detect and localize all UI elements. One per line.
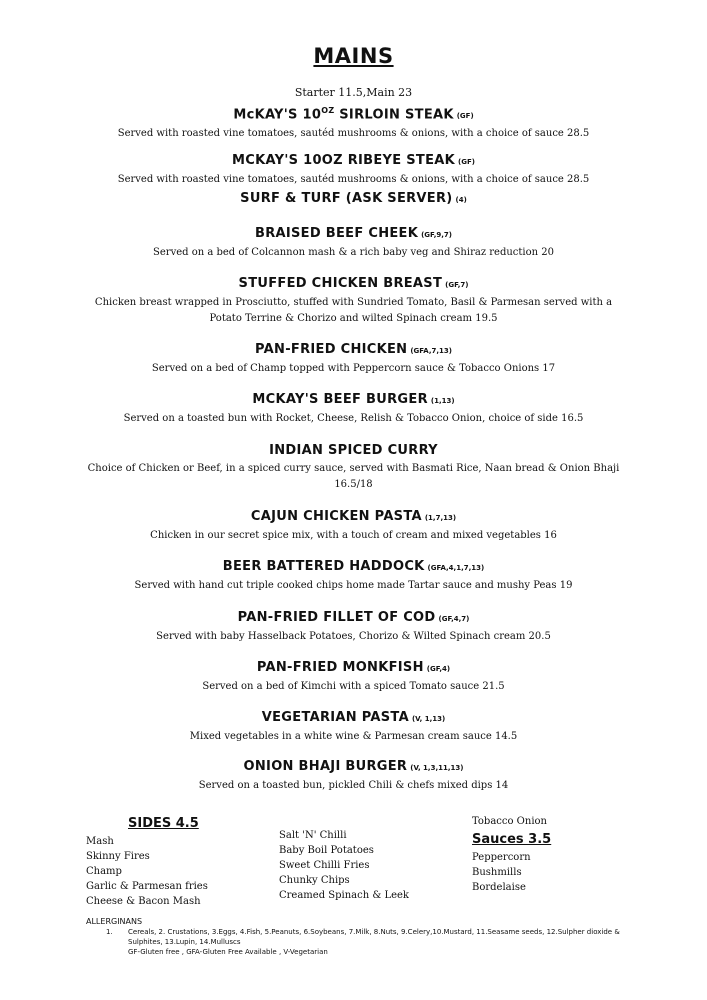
item-description: Served with baby Hasselback Potatoes, Chorizo & Wilted Spinach cream 20.5 — [156, 631, 551, 642]
menu-item-surf-and-turf — [60, 191, 647, 208]
item-description: Choice of Chicken or Beef, in a spiced curry sauce, served with Basmati Rice, Naan bread & Onion Bhaji 16.5/18 — [87, 463, 620, 490]
item-allergens: (GF,4,7) — [438, 615, 470, 623]
item-allergens: (GF) — [456, 112, 474, 121]
side-item: Champ — [86, 866, 122, 877]
side-item: Sweet Chilli Fries — [279, 860, 370, 871]
menu-item-sirloin-steak — [60, 103, 647, 142]
item-description: Served on a bed of Colcannon mash & a rich baby veg and Shiraz reduction 20 — [153, 247, 554, 258]
item-name: PAN-FRIED CHICKEN (GFA,7,13) — [255, 342, 452, 357]
sauce-item: Peppercorn — [472, 852, 531, 863]
item-name: MCKAY'S 10OZ RIBEYE STEAK (GF) — [232, 153, 475, 168]
menu-item-onion-bhaji-burger — [60, 759, 647, 794]
item-allergens: (GF) — [458, 158, 475, 166]
menu-item-beef-burger — [60, 392, 647, 427]
allergens-key: GF-Gluten free , GFA-Gluten Free Available , V-Vegetarian — [128, 948, 328, 956]
side-item: Chunky Chips — [279, 875, 350, 886]
side-item: Cheese & Bacon Mash — [86, 896, 201, 907]
sides-heading: SIDES 4.5 — [128, 816, 199, 831]
item-description: Served with roasted vine tomatoes, sautéd mushrooms & onions, with a choice of sauce 28.5 — [117, 174, 590, 185]
item-name: STUFFED CHICKEN BREAST (GF,7) — [238, 276, 469, 291]
item-allergens: (V, 1,13) — [411, 715, 446, 723]
item-allergens: (GFA,4,1,7,13) — [427, 564, 485, 572]
allergens-list-row — [86, 927, 646, 947]
item-description: Mixed vegetables in a white wine & Parmesan cream sauce 14.5 — [189, 731, 518, 742]
item-description: Served with roasted vine tomatoes, sautéd mushrooms & onions, with a choice of sauce 28.5 — [117, 128, 590, 140]
sides-column-1 — [86, 816, 208, 909]
sides-column-2 — [279, 828, 409, 903]
allergens-list-number: 1. — [106, 928, 113, 936]
item-allergens: (V, 1,3,11,13) — [410, 764, 464, 772]
item-allergens: (GF,9,7) — [421, 231, 452, 239]
menu-item-ribeye-steak — [60, 153, 647, 188]
item-name: VEGETARIAN PASTA (V, 1,13) — [261, 710, 446, 725]
menu-item-stuffed-chicken-breast — [80, 276, 627, 327]
item-description: Served on a bed of Kimchi with a spiced Tomato sauce 21.5 — [202, 681, 505, 692]
menu-item-pan-fried-chicken — [60, 342, 647, 377]
item-name: CAJUN CHICKEN PASTA (1,7,13) — [250, 509, 457, 524]
side-item: Tobacco Onion — [472, 816, 547, 827]
side-item: Baby Boil Potatoes — [279, 845, 374, 856]
item-allergens: (GF,4) — [426, 665, 451, 673]
item-name: PAN-FRIED MONKFISH (GF,4) — [256, 660, 451, 675]
item-name: SURF & TURF (ASK SERVER) (4) — [240, 191, 467, 206]
item-name: ONION BHAJI BURGER (V, 1,3,11,13) — [243, 759, 464, 774]
side-item: Creamed Spinach & Leek — [279, 890, 409, 901]
item-name: BEER BATTERED HADDOCK (GFA,4,1,7,13) — [222, 559, 485, 574]
item-description: Served on a bed of Champ topped with Peppercorn sauce & Tobacco Onions 17 — [151, 363, 556, 374]
item-description: Served with hand cut triple cooked chips home made Tartar sauce and mushy Peas 19 — [134, 580, 573, 591]
item-description: Served on a toasted bun with Rocket, Cheese, Relish & Tobacco Onion, choice of side 16.5 — [123, 413, 584, 424]
item-description: Served on a toasted bun, pickled Chili & chefs mixed dips 14 — [198, 780, 509, 791]
item-name: INDIAN SPICED CURRY — [269, 443, 438, 458]
menu-item-beer-battered-haddock — [60, 559, 647, 594]
item-description: Chicken in our secret spice mix, with a touch of cream and mixed vegetables 16 — [150, 530, 557, 541]
menu-item-monkfish — [60, 660, 647, 695]
sides-column-3 — [472, 814, 551, 895]
side-item: Mash — [86, 836, 114, 847]
item-name: MCKAY'S BEEF BURGER (1,13) — [252, 392, 455, 407]
sauces-heading: Sauces 3.5 — [472, 832, 552, 847]
item-name: BRAISED BEEF CHEEK (GF,9,7) — [255, 226, 452, 241]
menu-item-braised-beef-cheek — [60, 226, 647, 261]
page-title: MAINS — [313, 44, 394, 68]
side-item: Salt 'N' Chilli — [279, 830, 347, 841]
allergens-list: Cereals, 2. Crustations, 3.Eggs, 4.Fish, 5.Peanuts, 6.Soybeans, 7.Milk, 8.Nuts, 9.Celery,10.Mustard, 11.Seasame seeds, 12.Sulpher dioxide & Sulphites, 13.Lupin, 14.Mulluscs — [128, 928, 620, 946]
item-description: Chicken breast wrapped in Prosciutto, stuffed with Sundried Tomato, Basil & Parmesan served with a Potato Terrine & Chorizo and wilted Spinach cream 19.5 — [94, 297, 613, 324]
item-allergens: (1,13) — [430, 397, 455, 405]
menu-item-indian-spiced-curry — [85, 443, 622, 493]
sauce-item: Bushmills — [472, 867, 522, 878]
side-item: Garlic & Parmesan fries — [86, 881, 208, 892]
item-allergens: (GF,7) — [445, 281, 469, 289]
menu-item-cajun-chicken-pasta — [60, 509, 647, 544]
menu-item-fillet-of-cod — [60, 610, 647, 645]
allergens-heading: ALLERGINANS — [86, 917, 143, 926]
allergens-section — [86, 916, 646, 957]
item-allergens: (1,7,13) — [424, 514, 457, 522]
item-allergens: (4) — [455, 196, 467, 204]
menu-item-vegetarian-pasta — [60, 710, 647, 745]
side-item: Skinny Fires — [86, 851, 150, 862]
item-name: McKAY'S $10^{OZ}$ SIRLOIN STEAK (GF) — [233, 106, 474, 123]
price-subtitle: Starter 11.5,Main 23 — [294, 86, 413, 99]
sauce-item: Bordelaise — [472, 882, 526, 893]
item-name: PAN-FRIED FILLET OF COD (GF,4,7) — [237, 610, 470, 625]
item-allergens: (GFA,7,13) — [410, 347, 452, 355]
